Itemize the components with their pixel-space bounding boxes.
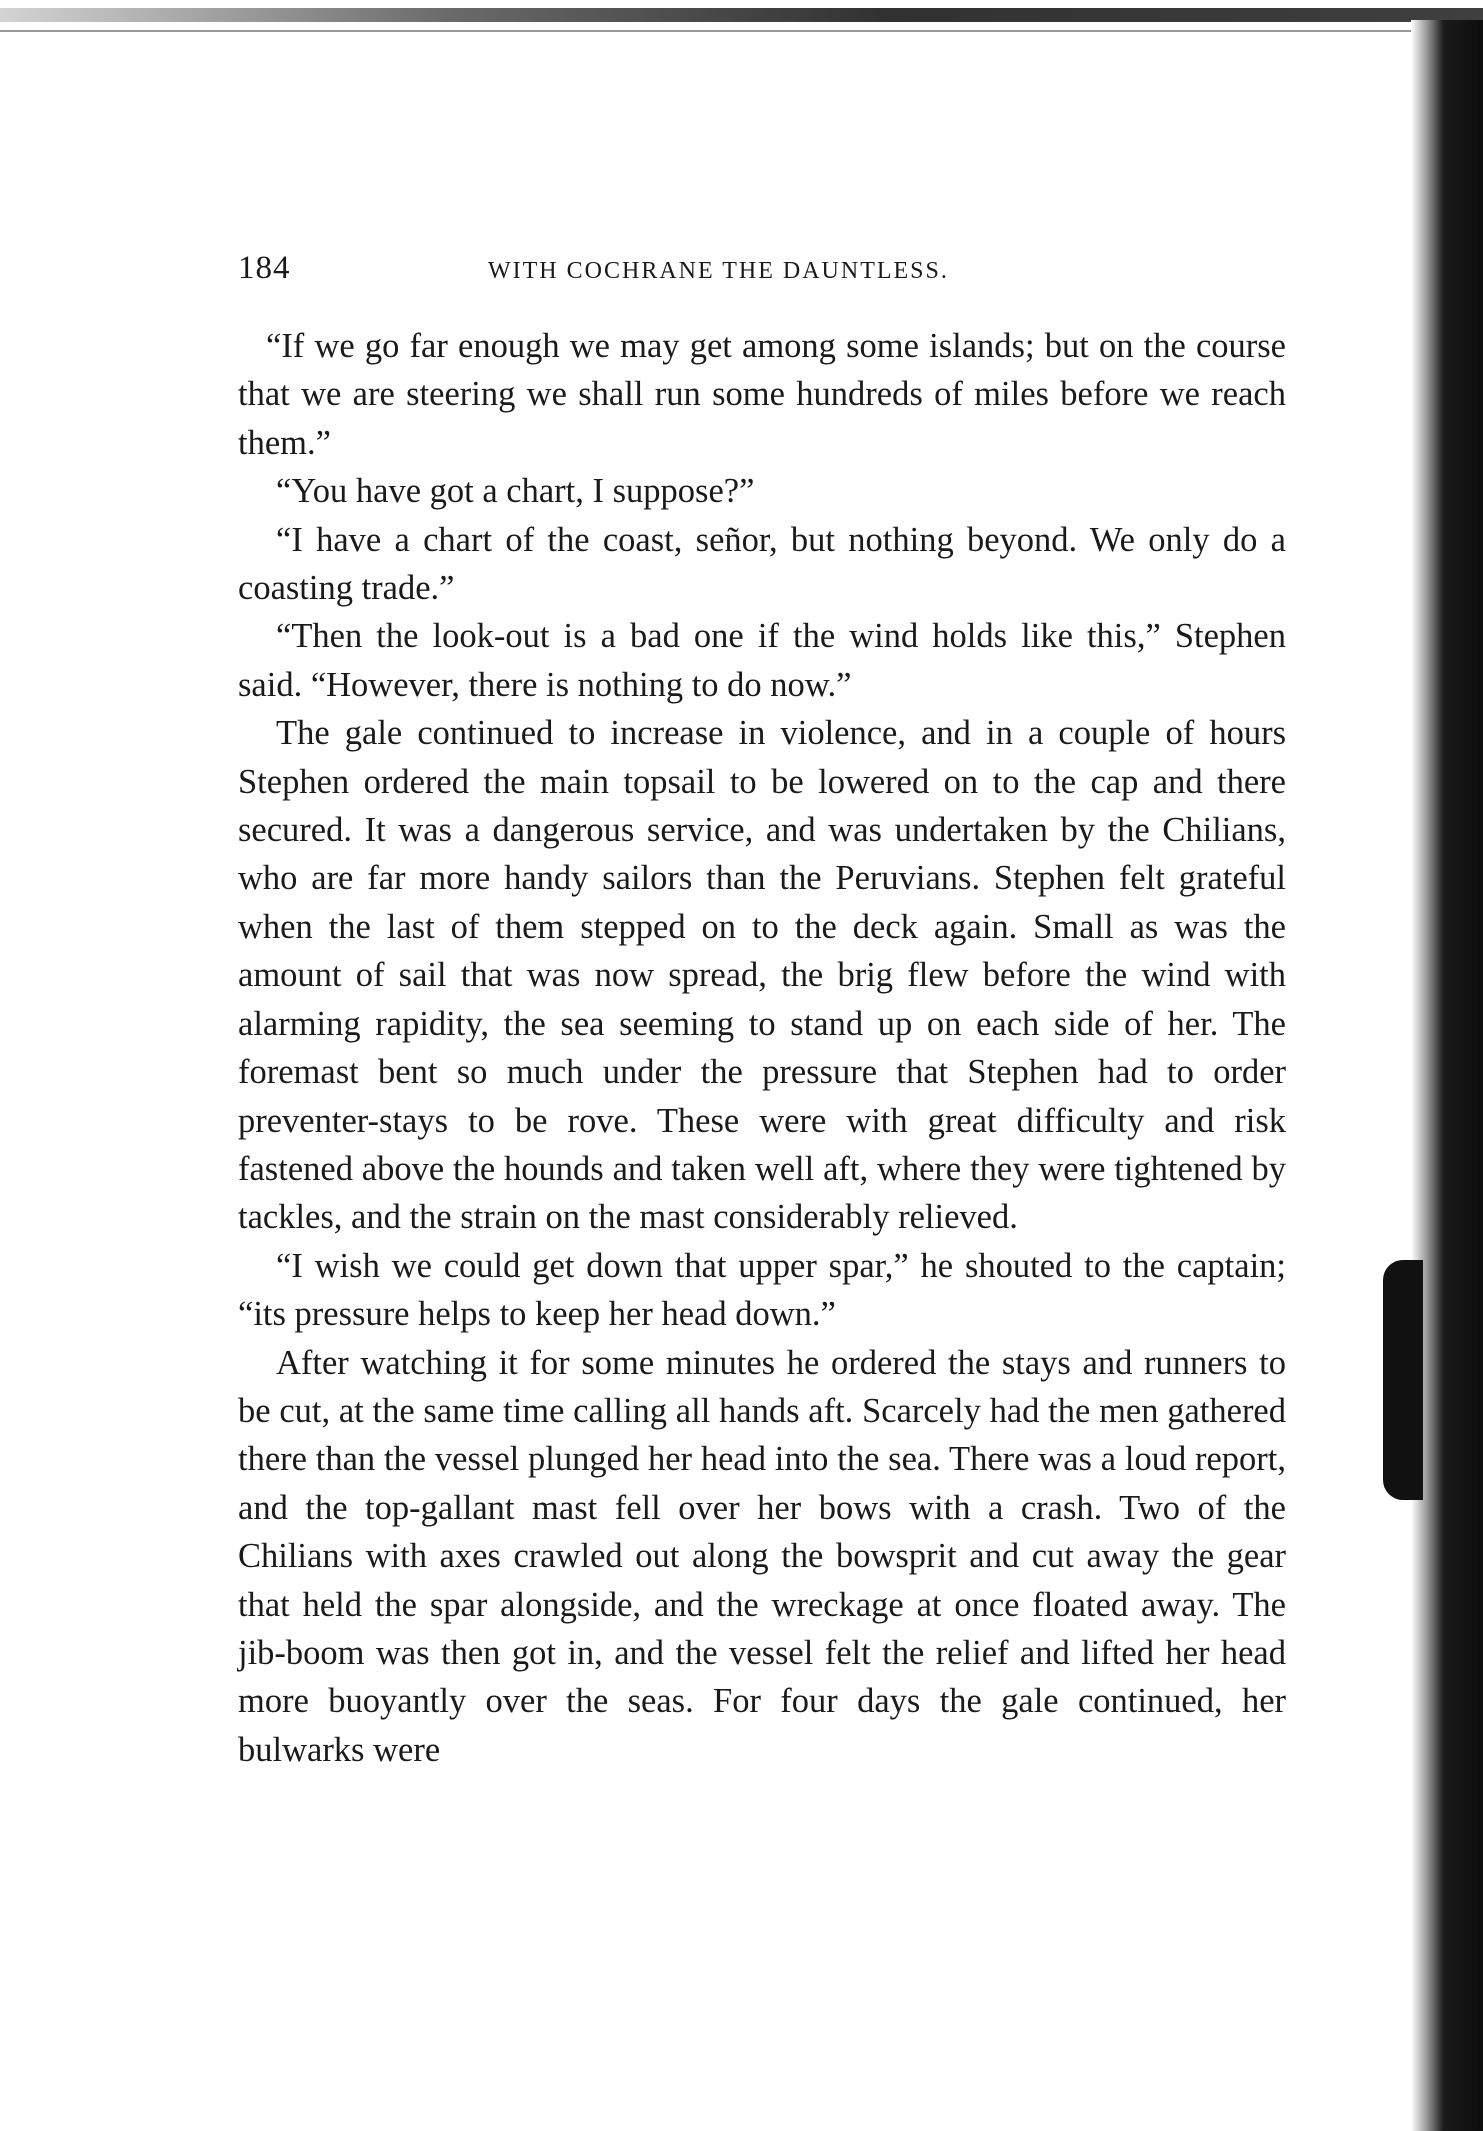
paragraph: The gale continued to increase in violence, and in a couple of hours Stephen ordered the main topsail to be lowered on to the cap and there secured. It was a dangerous service, and was undertaken by the Chilians, who are far more handy sailors than the Peruvians. Stephen felt grateful when the last of them stepped on to the deck again. Small as was the amount of sail that was now spread, the brig flew before the wind with alarming rapidity, the sea seeming to stand up on each side of her. The foremast bent so much under the pressure that Stephen had to order preventer-stays to be rove. These were with great difficulty and risk fastened above the hounds and taken well aft, where they were tightened by tackles, and the strain on the mast considerably relieved. [238,714,1286,1237]
paragraph: “If we go far enough we may get among some islands; but on the course that we are steering we shall run some hundreds of miles before we reach them.” [238,327,1286,462]
paragraph: “Then the look-out is a bad one if the wind holds like this,” Stephen said. “However, there is nothing to do now.” [238,617,1286,704]
paragraph: After watching it for some minutes he ordered the stays and runners to be cut, at the same time calling all hands aft. Scarcely had the men gathered there than the vessel plunged her head into the sea. There was a loud report, and the top-gallant mast fell over her bows with a crash. Two of the Chilians with axes crawled out along the bowsprit and cut away the gear that held the spar alongside, and the wreckage at once floated away. The jib-boom was then got in, and the vessel felt the relief and lifted her head more buoyantly over the seas. For four days the gale continued, her bulwarks were [238,1343,1286,1769]
body-text [238,322,1286,1774]
page-header [238,250,1278,296]
paragraph: “You have got a chart, I suppose?” [276,472,755,511]
top-scan-line [0,30,1483,32]
paragraph: “I wish we could get down that upper spar,” he shouted to the captain; “its pressure helps to keep her head down.” [238,1246,1286,1334]
running-title: WITH COCHRANE THE DAUNTLESS. [488,258,949,284]
top-scan-edge [0,8,1483,22]
book-spine-shadow [1411,20,1483,2131]
page-number: 184 [238,250,291,286]
book-spine-dark-patch [1383,1260,1423,1500]
paragraph: “I have a chart of the coast, señor, but nothing beyond. We only do a coasting trade.” [238,520,1286,608]
